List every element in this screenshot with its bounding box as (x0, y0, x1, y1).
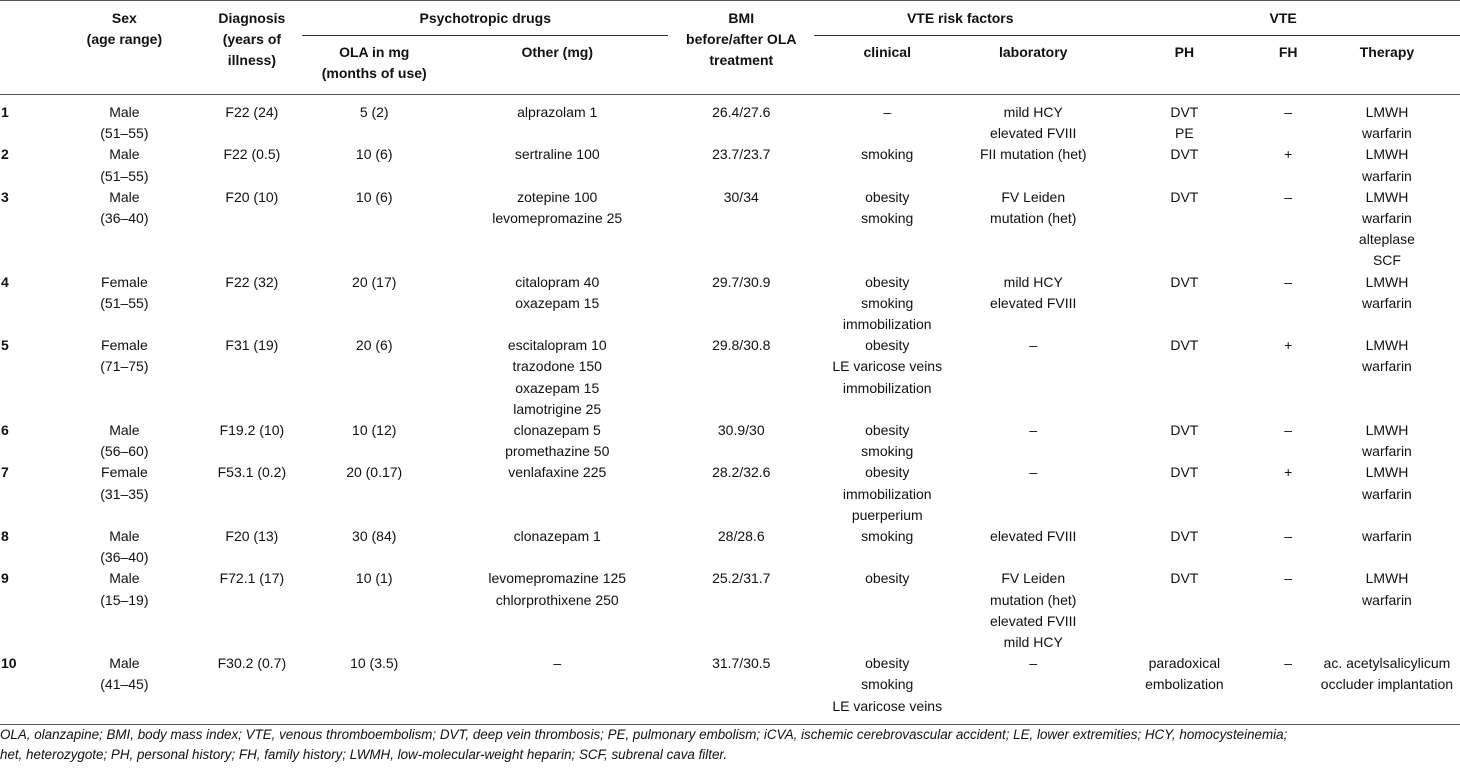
header-therapy: Therapy (1314, 36, 1460, 95)
cell-laboratory-risk (960, 420, 1106, 462)
header-vte-risk-factors: VTE risk factors (906, 10, 1014, 26)
cell-personal-history (1106, 95, 1262, 145)
cell-sex-line: Male (109, 188, 140, 205)
header-psychotropic-drugs: Psychotropic drugs (419, 10, 551, 26)
cell-laboratory-risk-line: mild HCY (1003, 273, 1063, 290)
cell-therapy (1314, 420, 1460, 462)
cell-other-drugs-line: sertraline 100 (514, 146, 600, 163)
cell-sex-line: Male (109, 528, 140, 545)
cell-sex-line: Male (109, 570, 140, 587)
cell-other-drugs (446, 653, 668, 717)
cell-therapy-line: SCF (1372, 252, 1401, 269)
cell-clinical-risk-line: immobilization (842, 485, 932, 502)
cell-therapy (1314, 144, 1460, 186)
cell-personal-history-line: DVT (1170, 273, 1199, 290)
cell-personal-history (1106, 335, 1262, 420)
cell-case-number: 6 (1, 422, 9, 439)
cell-other-drugs (446, 95, 668, 145)
cell-therapy (1314, 95, 1460, 145)
cell-clinical-risk-line: smoking (861, 528, 914, 545)
cell-other-drugs-line: chlorprothixene 250 (495, 591, 619, 608)
cell-clinical-risk-line: obesity (865, 273, 910, 290)
header-ola: OLA in mg (months of use) (302, 36, 446, 95)
cell-family-history: + (1284, 146, 1293, 163)
header-bmi: BMI before/after OLA treatment (686, 10, 797, 68)
cell-clinical-risk-line: – (883, 104, 892, 120)
cell-therapy-line: warfarin (1362, 485, 1412, 502)
cell-laboratory-risk (960, 653, 1106, 717)
cell-other-drugs (446, 187, 668, 272)
cell-therapy (1314, 653, 1460, 717)
cell-sex-line: (36–40) (100, 210, 149, 227)
cell-sex (47, 526, 201, 568)
cell-therapy (1314, 568, 1460, 653)
cell-diagnosis: F22 (0.5) (223, 146, 281, 163)
cell-other-drugs-line: zotepine 100 (517, 188, 598, 205)
cell-laboratory-risk (960, 462, 1106, 526)
cell-personal-history-line: DVT (1170, 528, 1199, 545)
cell-clinical-risk-line: obesity (865, 337, 910, 354)
cell-family-history: – (1284, 570, 1293, 587)
cell-clinical-risk (814, 335, 960, 420)
cell-sex (47, 653, 201, 717)
cell-therapy-line: warfarin (1362, 591, 1412, 608)
cell-ola-dose: 30 (84) (352, 528, 397, 545)
cell-other-drugs-line: citalopram 40 (515, 273, 600, 290)
table-row (0, 526, 1460, 568)
cell-therapy-line: warfarin (1362, 358, 1412, 375)
cell-sex-line: (71–75) (100, 358, 149, 375)
cell-ola-dose: 5 (2) (359, 104, 389, 120)
cell-other-drugs-line: promethazine 50 (505, 443, 610, 460)
cell-personal-history (1106, 653, 1262, 717)
cell-sex-line: (31–35) (100, 485, 149, 502)
cell-laboratory-risk-line: elevated FVIII (990, 528, 1077, 545)
cell-clinical-risk-line: obesity (865, 570, 910, 587)
cell-case-number: 1 (1, 104, 9, 120)
cell-therapy-line: warfarin (1362, 210, 1412, 227)
cell-other-drugs-line: clonazepam 1 (513, 528, 601, 545)
cell-other-drugs-line: oxazepam 15 (515, 379, 600, 396)
table-row (0, 144, 1460, 186)
cell-sex-line: Male (109, 422, 140, 439)
cell-clinical-risk (814, 526, 960, 568)
cell-therapy-line: alteplase (1358, 231, 1415, 248)
cell-clinical-risk-line: LE varicose veins (832, 697, 943, 714)
cell-case-number: 8 (1, 528, 9, 545)
cell-therapy (1314, 462, 1460, 526)
cell-family-history: + (1284, 337, 1293, 354)
cell-other-drugs (446, 272, 668, 336)
cell-sex (47, 144, 201, 186)
table-row (0, 95, 1460, 145)
cell-other-drugs-line: trazodone 150 (512, 358, 602, 375)
cell-bmi: 26.4/27.6 (712, 104, 771, 120)
cell-therapy (1314, 187, 1460, 272)
cell-other-drugs (446, 420, 668, 462)
cell-clinical-risk (814, 420, 960, 462)
cell-personal-history-line: DVT (1170, 570, 1199, 587)
cell-bmi: 30/34 (723, 188, 759, 205)
footnote-line: het, heterozygote; PH, personal history; FH, family history; LWMH, low-molecular-weight heparin; SCF, subrenal cava filter. (0, 747, 728, 762)
cell-clinical-risk (814, 462, 960, 526)
cell-ola-dose: 20 (17) (352, 273, 397, 290)
cell-therapy-line: LMWH (1365, 422, 1409, 439)
cell-case-number: 10 (1, 655, 17, 672)
cell-clinical-risk-line: immobilization (842, 379, 932, 396)
cell-clinical-risk-line: puerperium (851, 506, 923, 523)
table-row (0, 568, 1460, 653)
cell-therapy-line: occluder implantation (1320, 676, 1454, 693)
cell-other-drugs-line: venlafaxine 225 (508, 464, 607, 481)
table-row (0, 335, 1460, 420)
cell-clinical-risk-line: smoking (861, 210, 914, 227)
header-clinical: clinical (814, 36, 960, 95)
table-row (0, 420, 1460, 462)
cell-case-number: 9 (1, 570, 9, 587)
cell-therapy-line: warfarin (1362, 443, 1412, 460)
cell-clinical-risk-line: smoking (861, 146, 914, 163)
cell-other-drugs-line: escitalopram 10 (507, 337, 607, 354)
cell-therapy-line: ac. acetylsalicylicum (1323, 655, 1451, 672)
cell-laboratory-risk (960, 272, 1106, 336)
cell-sex-line: Female (101, 273, 148, 290)
table-row (0, 653, 1460, 717)
cell-family-history: + (1284, 464, 1293, 481)
cell-laboratory-risk-line: – (1029, 337, 1038, 354)
cell-personal-history-line: paradoxical (1148, 655, 1221, 672)
cell-other-drugs-line: – (553, 655, 562, 672)
cell-therapy-line: warfarin (1362, 167, 1412, 184)
cell-laboratory-risk-line: mild HCY (1003, 104, 1063, 120)
cell-clinical-risk-line: smoking (861, 676, 914, 693)
header-other: Other (mg) (446, 36, 668, 95)
cell-clinical-risk-line: obesity (865, 464, 910, 481)
cell-family-history: – (1284, 104, 1293, 120)
cell-sex (47, 462, 201, 526)
cell-sex (47, 187, 201, 272)
cell-case-number: 7 (1, 464, 9, 481)
cell-personal-history (1106, 272, 1262, 336)
cell-clinical-risk (814, 95, 960, 145)
cell-clinical-risk (814, 568, 960, 653)
cell-bmi: 30.9/30 (717, 422, 765, 439)
cell-laboratory-risk (960, 187, 1106, 272)
cell-clinical-risk (814, 187, 960, 272)
cell-personal-history-line: DVT (1170, 422, 1199, 439)
cell-laboratory-risk-line: mild HCY (1003, 634, 1063, 651)
cell-therapy-line: warfarin (1362, 294, 1412, 311)
cell-laboratory-risk-line: elevated FVIII (990, 125, 1077, 142)
cell-diagnosis: F31 (19) (225, 337, 279, 354)
cell-bmi: 31.7/30.5 (712, 655, 771, 672)
cell-sex-line: (41–45) (100, 676, 149, 693)
cell-family-history: – (1284, 422, 1293, 439)
cell-therapy (1314, 272, 1460, 336)
cell-other-drugs-line: levomepromazine 125 (488, 570, 627, 587)
cell-therapy-line: LMWH (1365, 464, 1409, 481)
cell-case-number: 2 (1, 146, 9, 163)
cell-therapy-line: LMWH (1365, 146, 1409, 163)
cell-personal-history-line: PE (1175, 125, 1194, 142)
cell-sex-line: (51–55) (100, 125, 149, 142)
cell-laboratory-risk-line: mutation (het) (990, 210, 1077, 227)
cell-clinical-risk (814, 653, 960, 717)
cell-sex-line: Male (109, 104, 140, 120)
cell-other-drugs (446, 335, 668, 420)
cell-therapy (1314, 335, 1460, 420)
cell-therapy-line: LMWH (1365, 337, 1409, 354)
cell-sex-line: (56–60) (100, 443, 149, 460)
cell-case-number: 5 (1, 337, 9, 354)
cell-laboratory-risk (960, 568, 1106, 653)
cell-clinical-risk (814, 272, 960, 336)
header-number (0, 1, 47, 95)
cell-laboratory-risk (960, 526, 1106, 568)
cell-other-drugs-line: levomepromazine 25 (492, 210, 623, 227)
cell-laboratory-risk-line: elevated FVIII (990, 294, 1077, 311)
cell-personal-history-line: DVT (1170, 464, 1199, 481)
table-row (0, 187, 1460, 272)
cell-sex (47, 420, 201, 462)
cell-sex-line: Female (101, 464, 148, 481)
cell-diagnosis: F53.1 (0.2) (217, 464, 287, 481)
cell-diagnosis: F20 (10) (225, 188, 279, 205)
table-footnote (0, 724, 1460, 765)
cell-other-drugs (446, 144, 668, 186)
cell-laboratory-risk-line: FII mutation (het) (979, 146, 1087, 163)
cell-sex (47, 335, 201, 420)
header-vte: VTE (1269, 10, 1297, 26)
cell-personal-history-line: embolization (1145, 676, 1224, 693)
cell-ola-dose: 10 (1) (355, 570, 393, 587)
cell-other-drugs-line: lamotrigine 25 (513, 400, 602, 417)
cell-sex-line: Female (101, 337, 148, 354)
cell-personal-history-line: DVT (1170, 337, 1199, 354)
cell-personal-history (1106, 420, 1262, 462)
cell-bmi: 28/28.6 (717, 528, 765, 545)
cell-other-drugs-line: clonazepam 5 (513, 422, 601, 439)
cell-personal-history-line: DVT (1170, 104, 1199, 120)
cell-personal-history-line: DVT (1170, 146, 1199, 163)
cell-laboratory-risk-line: – (1029, 464, 1038, 481)
cell-laboratory-risk (960, 144, 1106, 186)
cell-other-drugs (446, 568, 668, 653)
cell-sex (47, 568, 201, 653)
cell-clinical-risk-line: smoking (861, 294, 914, 311)
table-header (0, 1, 1460, 95)
cell-bmi: 25.2/31.7 (712, 570, 771, 587)
cell-clinical-risk-line: immobilization (842, 316, 932, 333)
cell-ola-dose: 10 (12) (352, 422, 397, 439)
cell-ola-dose: 10 (6) (355, 188, 393, 205)
cell-laboratory-risk-line: mutation (het) (990, 591, 1077, 608)
cell-diagnosis: F22 (24) (225, 104, 279, 120)
cell-family-history: – (1284, 528, 1293, 545)
cell-laboratory-risk-line: FV Leiden (1001, 570, 1066, 587)
cell-laboratory-risk-line: FV Leiden (1001, 188, 1066, 205)
cell-therapy-line: LMWH (1365, 104, 1409, 120)
table-row (0, 272, 1460, 336)
cell-personal-history (1106, 526, 1262, 568)
cell-clinical-risk-line: smoking (861, 443, 914, 460)
cell-sex-line: Male (109, 146, 140, 163)
cell-diagnosis: F20 (13) (225, 528, 279, 545)
cell-diagnosis: F30.2 (0.7) (217, 655, 287, 672)
cell-case-number: 4 (1, 273, 9, 290)
header-sex: Sex (age range) (86, 10, 163, 47)
cell-ola-dose: 20 (6) (355, 337, 393, 354)
header-laboratory: laboratory (960, 36, 1106, 95)
footnote-line: OLA, olanzapine; BMI, body mass index; VTE, venous thromboembolism; DVT, deep vein thrombosis; PE, pulmonary embolism; iCVA, ischemic cerebrovascular accident; LE, lower extremities; HCY, homocysteinemia; (0, 727, 1288, 742)
cell-therapy-line: LMWH (1365, 273, 1409, 290)
cell-other-drugs-line: oxazepam 15 (515, 294, 600, 311)
cell-therapy-line: LMWH (1365, 188, 1409, 205)
cell-sex-line: (15–19) (100, 591, 149, 608)
cell-clinical-risk (814, 144, 960, 186)
cell-personal-history (1106, 462, 1262, 526)
cell-laboratory-risk (960, 95, 1106, 145)
cell-personal-history (1106, 187, 1262, 272)
cell-family-history: – (1284, 188, 1293, 205)
table-body (0, 95, 1460, 717)
cell-sex (47, 95, 201, 145)
cell-other-drugs-line: alprazolam 1 (517, 104, 598, 120)
cell-family-history: – (1284, 655, 1293, 672)
cell-case-number: 3 (1, 188, 9, 205)
cell-ola-dose: 20 (0.17) (346, 464, 403, 481)
cell-diagnosis: F72.1 (17) (219, 570, 285, 587)
cell-personal-history-line: DVT (1170, 188, 1199, 205)
cell-sex-line: Male (109, 655, 140, 672)
cell-laboratory-risk-line: – (1029, 422, 1038, 439)
cell-laboratory-risk-line: – (1029, 655, 1038, 672)
cell-clinical-risk-line: LE varicose veins (832, 358, 943, 375)
cell-laboratory-risk-line: elevated FVIII (990, 612, 1077, 629)
cell-personal-history (1106, 144, 1262, 186)
cell-bmi: 29.8/30.8 (712, 337, 771, 354)
cell-therapy (1314, 526, 1460, 568)
header-ph: PH (1106, 36, 1262, 95)
cell-bmi: 28.2/32.6 (712, 464, 771, 481)
cell-diagnosis: F19.2 (10) (219, 422, 285, 439)
cell-sex-line: (36–40) (100, 549, 149, 566)
cell-laboratory-risk (960, 335, 1106, 420)
cell-therapy-line: warfarin (1362, 528, 1412, 545)
cell-family-history: – (1284, 273, 1293, 290)
header-diagnosis: Diagnosis (years of illness) (218, 10, 286, 68)
cell-therapy-line: warfarin (1362, 125, 1412, 142)
cell-therapy-line: LMWH (1365, 570, 1409, 587)
cell-personal-history (1106, 568, 1262, 653)
cell-other-drugs (446, 462, 668, 526)
cell-clinical-risk-line: obesity (865, 422, 910, 439)
cell-bmi: 23.7/23.7 (712, 146, 771, 163)
cell-sex-line: (51–55) (100, 167, 149, 184)
cell-bmi: 29.7/30.9 (712, 273, 771, 290)
cell-diagnosis: F22 (32) (225, 273, 279, 290)
cell-sex (47, 272, 201, 336)
cell-sex-line: (51–55) (100, 294, 149, 311)
table-row (0, 462, 1460, 526)
header-fh: FH (1263, 36, 1314, 95)
cell-ola-dose: 10 (6) (355, 146, 393, 163)
cell-other-drugs (446, 526, 668, 568)
cell-clinical-risk-line: obesity (865, 188, 910, 205)
cell-clinical-risk-line: obesity (865, 655, 910, 672)
cell-ola-dose: 10 (3.5) (350, 655, 399, 672)
